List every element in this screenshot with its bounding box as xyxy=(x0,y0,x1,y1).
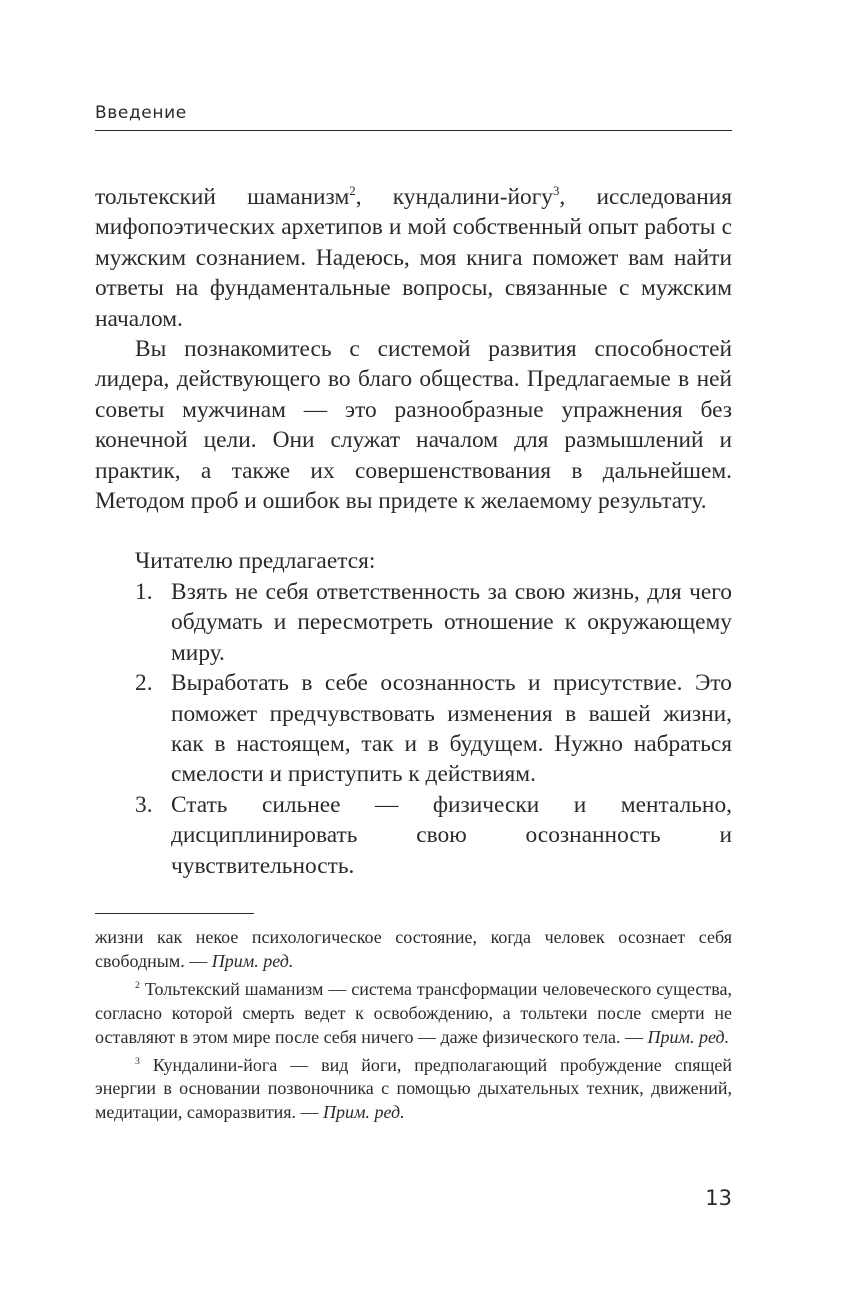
footnote-marker: 2 xyxy=(135,979,140,991)
page-number: 13 xyxy=(705,1186,732,1210)
paragraph-1 xyxy=(95,182,732,334)
list-item-text: Взять не себя ответственность за свою жизнь, для чего обдумать и пересмотреть отношение к окружающему миру. xyxy=(171,578,732,666)
numbered-list xyxy=(95,577,732,881)
footnote-marker: 3 xyxy=(135,1055,140,1067)
list-item xyxy=(95,577,732,668)
footnotes xyxy=(95,926,732,1129)
list-number: 1. xyxy=(135,578,153,605)
p1-text-b: , кундалини-йогу xyxy=(355,184,553,210)
editor-note: Прим. ред. xyxy=(323,1102,405,1123)
paragraph-2: Вы познакомитесь с системой развития способностей лидера, действующего во благо общества. Предлагаемые в ней советы мужчинам — это разнообразные упражнения без конечной цели. Они служат началом для размышлений и практик, а также их совершенствования в дальнейшем. Методом проб и ошибок вы придете к желаемому результату. xyxy=(95,336,732,515)
main-text xyxy=(95,182,732,881)
list-number: 3. xyxy=(135,791,153,818)
spacer xyxy=(95,516,732,546)
footnote-text: жизни как некое психологическое состояние, когда человек осознает себя свободным. — xyxy=(95,927,732,971)
p1-text-c: , исследования мифопоэтических архетипов и мой собственный опыт работы с мужским сознанием. Надеюсь, моя книга поможет вам найти ответы на фундаментальные вопросы, связанные с мужским началом. xyxy=(95,184,732,332)
footnote-ref-3: 3 xyxy=(552,184,560,198)
editor-note: Прим. ред. xyxy=(647,1026,730,1047)
list-item-text: Стать сильнее — физически и ментально, дисциплинировать свою осознанность и чувствительность. xyxy=(171,791,732,879)
editor-note: Прим. ред. xyxy=(211,950,294,971)
p1-text-a: тольтекский шаманизм xyxy=(95,184,350,210)
list-item-text: Выработать в себе осознанность и присутствие. Это поможет предчувствовать изменения в вашей жизни, как в настоящем, так и в будущем. Нужно набраться смелости и приступить к действиям. xyxy=(171,670,732,788)
footnote-text: Тольтекский шаманизм — система трансформации человеческого существа, согласно которой смерть ведет к освобождению, а тольтеки после смерти не оставляют в этом мире после себя ничего — даже физического тела. — xyxy=(95,978,732,1047)
footnote-rule xyxy=(95,913,254,914)
footnote-2 xyxy=(95,978,732,1050)
list-number: 2. xyxy=(135,670,153,697)
footnote-ref-2: 2 xyxy=(349,184,356,198)
list-intro: Читателю предлагается: xyxy=(135,548,376,575)
header-rule xyxy=(95,130,732,131)
list-item xyxy=(95,668,732,790)
running-head: Введение xyxy=(95,103,187,123)
footnote-continuation xyxy=(95,926,732,974)
footnote-text: Кундалини-йога — вид йоги, предполагающий пробуждение спящей энергии в основании позвоночника с помощью дыхательных техник, движений, медитации, саморазвития. — xyxy=(95,1054,732,1123)
list-item xyxy=(95,790,732,881)
footnote-3 xyxy=(95,1054,732,1126)
